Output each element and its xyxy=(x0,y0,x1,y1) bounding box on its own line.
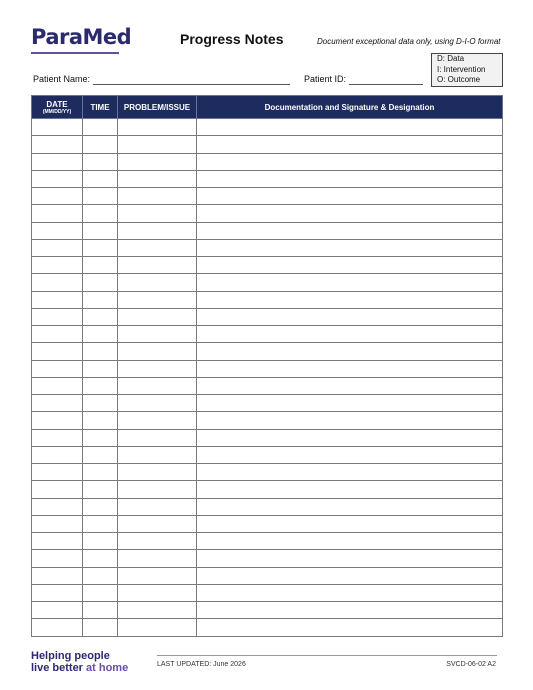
time-cell[interactable] xyxy=(83,170,118,187)
documentation-cell[interactable] xyxy=(197,429,503,446)
documentation-cell[interactable] xyxy=(197,205,503,222)
documentation-cell[interactable] xyxy=(197,360,503,377)
documentation-cell[interactable] xyxy=(197,481,503,498)
date-cell[interactable] xyxy=(32,222,83,239)
progress-notes-table xyxy=(31,95,503,637)
documentation-cell[interactable] xyxy=(197,464,503,481)
date-cell[interactable] xyxy=(32,170,83,187)
column-header-date: DATE (MM/DD/YY) xyxy=(32,96,83,119)
date-cell[interactable] xyxy=(32,619,83,636)
problem-cell[interactable] xyxy=(118,464,197,481)
problem-cell[interactable] xyxy=(118,584,197,601)
table-row xyxy=(32,136,503,153)
time-cell[interactable] xyxy=(83,602,118,619)
time-cell[interactable] xyxy=(83,550,118,567)
time-cell[interactable] xyxy=(83,239,118,256)
table-row xyxy=(32,170,503,187)
problem-cell[interactable] xyxy=(118,619,197,636)
time-cell[interactable] xyxy=(83,188,118,205)
problem-cell[interactable] xyxy=(118,602,197,619)
documentation-cell[interactable] xyxy=(197,153,503,170)
date-cell[interactable] xyxy=(32,584,83,601)
time-cell[interactable] xyxy=(83,205,118,222)
date-cell[interactable] xyxy=(32,188,83,205)
legend-item-intervention: I: Intervention xyxy=(437,64,486,74)
patient-name-label: Patient Name: xyxy=(33,74,91,84)
date-cell[interactable] xyxy=(32,377,83,394)
last-updated: LAST UPDATED: June 2026 xyxy=(157,661,246,668)
documentation-cell[interactable] xyxy=(197,136,503,153)
date-cell[interactable] xyxy=(32,533,83,550)
table-row xyxy=(32,326,503,343)
table-row xyxy=(32,498,503,515)
tagline-line-2b: at home xyxy=(86,662,129,674)
documentation-cell[interactable] xyxy=(197,584,503,601)
problem-cell[interactable] xyxy=(118,291,197,308)
problem-cell[interactable] xyxy=(118,498,197,515)
tagline-line-2a: live better xyxy=(31,662,87,674)
documentation-cell[interactable] xyxy=(197,291,503,308)
problem-cell[interactable] xyxy=(118,257,197,274)
table-row xyxy=(32,567,503,584)
table-row xyxy=(32,550,503,567)
table-body xyxy=(32,119,503,637)
documentation-cell[interactable] xyxy=(197,239,503,256)
table-row xyxy=(32,429,503,446)
table-row xyxy=(32,239,503,256)
time-cell[interactable] xyxy=(83,446,118,463)
time-cell[interactable] xyxy=(83,515,118,532)
documentation-cell[interactable] xyxy=(197,498,503,515)
problem-cell[interactable] xyxy=(118,343,197,360)
time-cell[interactable] xyxy=(83,308,118,325)
problem-cell[interactable] xyxy=(118,119,197,136)
table-row xyxy=(32,446,503,463)
documentation-cell[interactable] xyxy=(197,188,503,205)
problem-cell[interactable] xyxy=(118,326,197,343)
table-row xyxy=(32,222,503,239)
date-cell[interactable] xyxy=(32,412,83,429)
documentation-cell[interactable] xyxy=(197,308,503,325)
problem-cell[interactable] xyxy=(118,395,197,412)
problem-cell[interactable] xyxy=(118,567,197,584)
table-row xyxy=(32,412,503,429)
time-cell[interactable] xyxy=(83,412,118,429)
time-cell[interactable] xyxy=(83,584,118,601)
time-cell[interactable] xyxy=(83,257,118,274)
documentation-cell[interactable] xyxy=(197,550,503,567)
date-cell[interactable] xyxy=(32,360,83,377)
time-cell[interactable] xyxy=(83,119,118,136)
table-row xyxy=(32,533,503,550)
date-cell[interactable] xyxy=(32,291,83,308)
date-cell[interactable] xyxy=(32,343,83,360)
paramed-logo xyxy=(31,25,132,55)
table-row xyxy=(32,119,503,136)
date-cell[interactable] xyxy=(32,326,83,343)
time-cell[interactable] xyxy=(83,533,118,550)
problem-cell[interactable] xyxy=(118,153,197,170)
table-header-row xyxy=(32,96,503,119)
page-title: Progress Notes xyxy=(180,31,284,47)
time-cell[interactable] xyxy=(83,429,118,446)
time-cell[interactable] xyxy=(83,360,118,377)
legend-item-data: D: Data xyxy=(437,54,465,63)
documentation-cell[interactable] xyxy=(197,602,503,619)
documentation-cell[interactable] xyxy=(197,222,503,239)
time-cell[interactable] xyxy=(83,153,118,170)
table-row xyxy=(32,515,503,532)
date-cell[interactable] xyxy=(32,308,83,325)
time-cell[interactable] xyxy=(83,274,118,291)
time-cell[interactable] xyxy=(83,481,118,498)
column-header-problem: PROBLEM/ISSUE xyxy=(118,96,197,119)
time-cell[interactable] xyxy=(83,291,118,308)
date-cell[interactable] xyxy=(32,550,83,567)
problem-cell[interactable] xyxy=(118,170,197,187)
table-row xyxy=(32,274,503,291)
date-cell[interactable] xyxy=(32,515,83,532)
problem-cell[interactable] xyxy=(118,515,197,532)
problem-cell[interactable] xyxy=(118,446,197,463)
date-cell[interactable] xyxy=(32,446,83,463)
date-cell[interactable] xyxy=(32,498,83,515)
documentation-cell[interactable] xyxy=(197,274,503,291)
page-subtitle: Document exceptional data only, using D-I-O format xyxy=(317,37,501,46)
date-cell[interactable] xyxy=(32,395,83,412)
problem-cell[interactable] xyxy=(118,308,197,325)
time-cell[interactable] xyxy=(83,567,118,584)
documentation-cell[interactable] xyxy=(197,412,503,429)
documentation-cell[interactable] xyxy=(197,343,503,360)
problem-cell[interactable] xyxy=(118,360,197,377)
patient-id-field[interactable] xyxy=(349,84,423,85)
form-code: SVCD-06-02 A2 xyxy=(446,661,496,668)
footer-tagline xyxy=(31,650,128,674)
patient-name-field[interactable] xyxy=(93,84,290,85)
problem-cell[interactable] xyxy=(118,274,197,291)
problem-cell[interactable] xyxy=(118,533,197,550)
date-cell[interactable] xyxy=(32,464,83,481)
documentation-cell[interactable] xyxy=(197,377,503,394)
time-cell[interactable] xyxy=(83,222,118,239)
time-cell[interactable] xyxy=(83,377,118,394)
date-cell[interactable] xyxy=(32,602,83,619)
problem-cell[interactable] xyxy=(118,377,197,394)
date-cell[interactable] xyxy=(32,257,83,274)
problem-cell[interactable] xyxy=(118,481,197,498)
column-header-documentation: Documentation and Signature & Designation xyxy=(197,96,503,119)
time-cell[interactable] xyxy=(83,395,118,412)
date-cell[interactable] xyxy=(32,205,83,222)
documentation-cell[interactable] xyxy=(197,533,503,550)
documentation-cell[interactable] xyxy=(197,119,503,136)
date-cell[interactable] xyxy=(32,567,83,584)
table-row xyxy=(32,257,503,274)
problem-cell[interactable] xyxy=(118,412,197,429)
table-row xyxy=(32,395,503,412)
patient-id-label: Patient ID: xyxy=(304,74,347,84)
table-row xyxy=(32,360,503,377)
problem-cell[interactable] xyxy=(118,550,197,567)
time-cell[interactable] xyxy=(83,326,118,343)
logo-text: ParaMed xyxy=(31,25,132,49)
date-cell[interactable] xyxy=(32,429,83,446)
problem-cell[interactable] xyxy=(118,222,197,239)
documentation-cell[interactable] xyxy=(197,170,503,187)
documentation-cell[interactable] xyxy=(197,395,503,412)
problem-cell[interactable] xyxy=(118,239,197,256)
documentation-cell[interactable] xyxy=(197,446,503,463)
table-row xyxy=(32,188,503,205)
time-cell[interactable] xyxy=(83,343,118,360)
date-cell[interactable] xyxy=(32,153,83,170)
table-row xyxy=(32,153,503,170)
tagline-line-1: Helping people xyxy=(31,650,110,662)
date-cell[interactable] xyxy=(32,119,83,136)
problem-cell[interactable] xyxy=(118,188,197,205)
documentation-cell[interactable] xyxy=(197,619,503,636)
problem-cell[interactable] xyxy=(118,205,197,222)
date-cell[interactable] xyxy=(32,274,83,291)
time-cell[interactable] xyxy=(83,464,118,481)
problem-cell[interactable] xyxy=(118,429,197,446)
table-row xyxy=(32,343,503,360)
table-row xyxy=(32,464,503,481)
table-row xyxy=(32,602,503,619)
date-cell[interactable] xyxy=(32,481,83,498)
table-row xyxy=(32,584,503,601)
dio-legend xyxy=(431,53,503,87)
documentation-cell[interactable] xyxy=(197,515,503,532)
column-header-time: TIME xyxy=(83,96,118,119)
table-row xyxy=(32,619,503,636)
logo-underline xyxy=(31,52,119,54)
documentation-cell[interactable] xyxy=(197,326,503,343)
table-row xyxy=(32,205,503,222)
footer-divider xyxy=(157,655,497,656)
table-row xyxy=(32,291,503,308)
date-cell[interactable] xyxy=(32,136,83,153)
table-row xyxy=(32,308,503,325)
documentation-cell[interactable] xyxy=(197,257,503,274)
problem-cell[interactable] xyxy=(118,136,197,153)
time-cell[interactable] xyxy=(83,136,118,153)
documentation-cell[interactable] xyxy=(197,567,503,584)
table-row xyxy=(32,377,503,394)
date-cell[interactable] xyxy=(32,239,83,256)
time-cell[interactable] xyxy=(83,619,118,636)
legend-item-outcome: O: Outcome xyxy=(437,75,481,84)
time-cell[interactable] xyxy=(83,498,118,515)
table-row xyxy=(32,481,503,498)
